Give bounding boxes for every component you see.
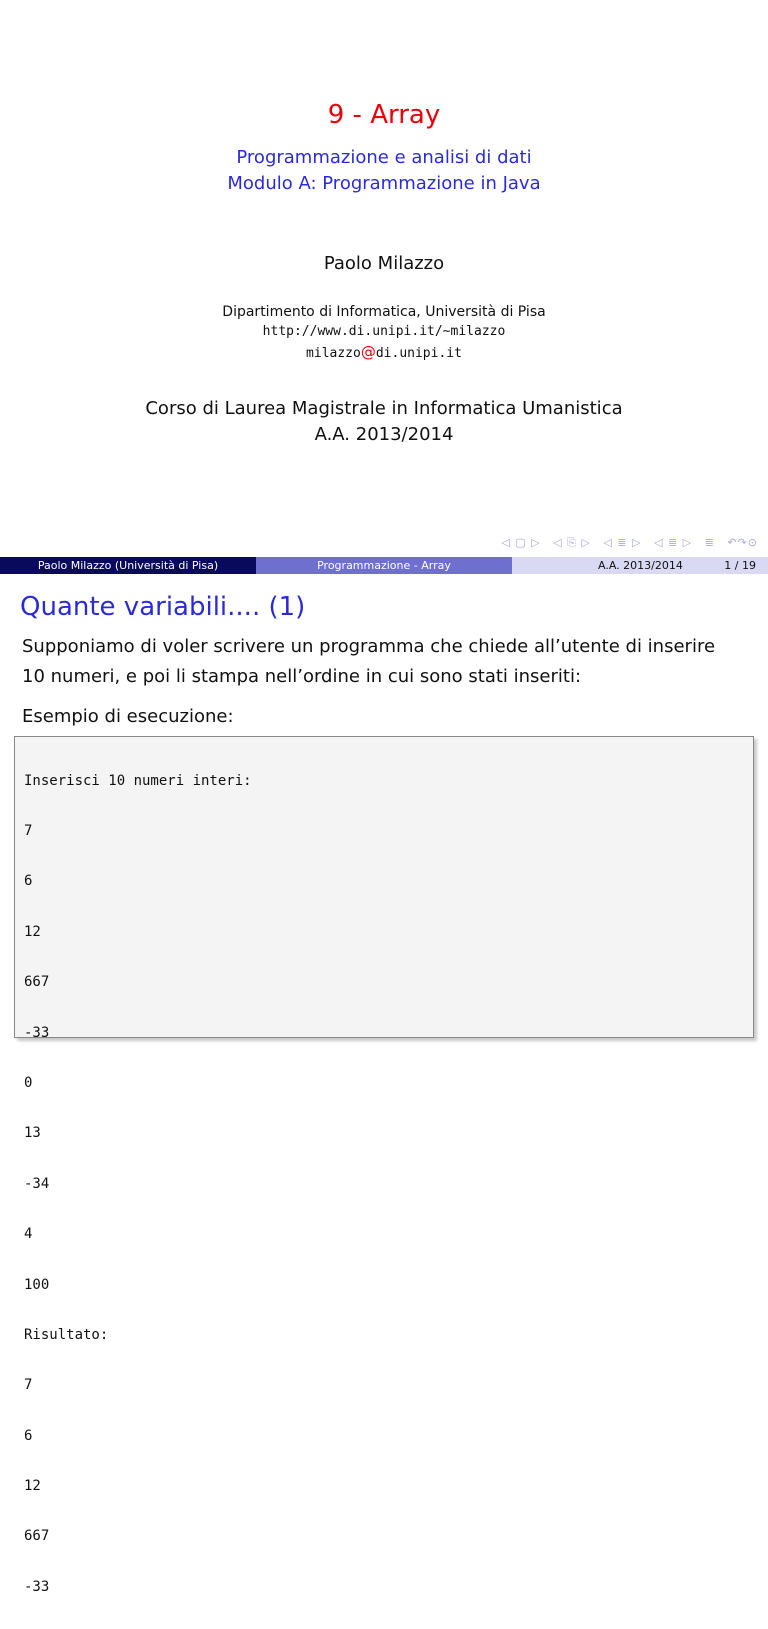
beamer-footer [0, 557, 768, 574]
footer-page-number: 1 / 19 [724, 559, 756, 572]
code-line: 4 [24, 1226, 33, 1243]
code-line: 667 [24, 1528, 50, 1545]
author-name: Paolo Milazzo [323, 253, 445, 274]
affiliation-block [0, 302, 768, 364]
email-at-sign: @ [360, 343, 376, 361]
code-line: 0 [24, 1074, 33, 1091]
code-line: Risultato: [24, 1326, 109, 1343]
code-line: Inserisci 10 numeri interi: [24, 772, 252, 789]
footer-info [512, 557, 768, 574]
code-line: 6 [24, 1427, 33, 1444]
subtitle-line-1: Programmazione e analisi di dati [236, 147, 532, 168]
code-line: 6 [24, 873, 33, 890]
code-line: 12 [24, 1478, 41, 1495]
email-address[interactable] [0, 342, 768, 364]
intro-paragraph: Supponiamo di voler scrivere un programma che chiede all’utente di inserire 10 numeri, e poi li stampa nell’ordine in cui sono stati inseriti: [22, 636, 716, 687]
code-line: 100 [24, 1276, 50, 1293]
code-line: -33 [24, 1024, 50, 1041]
department: Dipartimento di Informatica, Università di Pisa [222, 304, 546, 320]
code-line: 7 [24, 1377, 33, 1394]
example-label: Esempio di esecuzione: [22, 706, 234, 727]
subtitle-line-2: Modulo A: Programmazione in Java [227, 173, 541, 194]
beamer-navigation-icons [493, 536, 758, 550]
footer-year: A.A. 2013/2014 [598, 559, 683, 572]
code-line: 667 [24, 974, 50, 991]
email-user: milazzo [306, 346, 361, 361]
nav-section-icon[interactable]: ◁ ≣ ▷ [603, 536, 642, 549]
nav-section-icon-2[interactable]: ◁ ≣ ▷ [653, 536, 693, 549]
code-line: 13 [24, 1125, 41, 1142]
nav-subsection-icon[interactable]: ◁ ⎘ ▷ [553, 536, 591, 549]
content-slide [0, 576, 768, 1595]
title-slide [0, 0, 768, 575]
course-name: Corso di Laurea Magistrale in Informatica Umanistica [145, 398, 623, 419]
homepage-url[interactable]: http://www.di.unipi.it/∼milazzo [262, 324, 506, 339]
nav-frame-icon[interactable]: ◁ ▢ ▷ [501, 536, 541, 549]
code-line: 7 [24, 822, 33, 839]
code-output [15, 737, 753, 1629]
footer-topic: Programmazione - Array [256, 557, 512, 574]
email-domain: di.unipi.it [375, 346, 462, 361]
nav-outline-icon[interactable]: ≣ [704, 536, 715, 549]
academic-year: A.A. 2013/2014 [314, 424, 454, 445]
course-info [0, 396, 768, 448]
presentation-subtitle [0, 145, 768, 197]
presentation-title: 9 - Array [327, 100, 441, 130]
nav-search-back-icon[interactable]: ↶↷⊙ [727, 536, 758, 549]
code-line: 12 [24, 923, 41, 940]
frame-title: Quante variabili.... (1) [20, 592, 306, 622]
code-output-box [14, 736, 754, 1595]
footer-author: Paolo Milazzo (Università di Pisa) [0, 557, 256, 574]
code-line: -33 [24, 1578, 50, 1595]
code-line: -34 [24, 1175, 50, 1192]
